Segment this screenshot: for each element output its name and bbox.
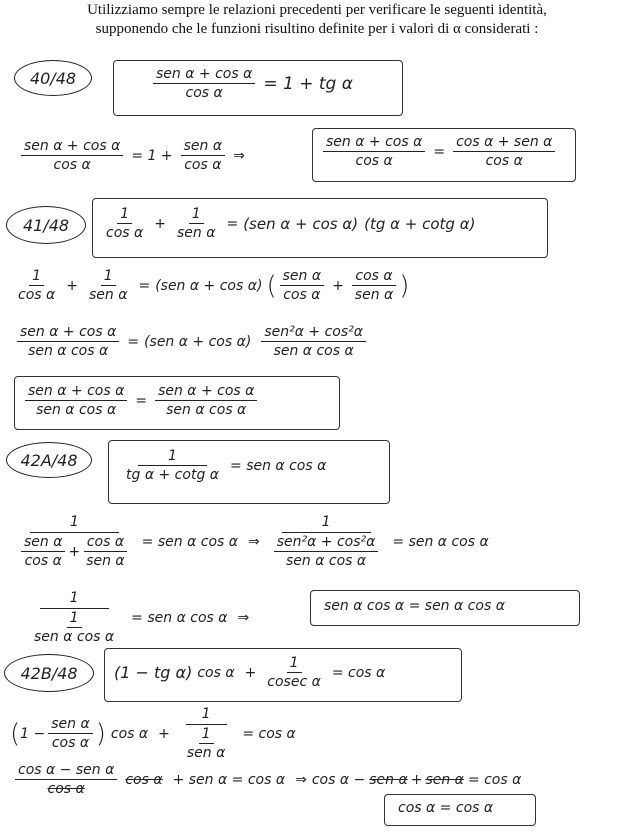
rhs: = 1 + tg α bbox=[263, 73, 353, 94]
equals: = bbox=[226, 215, 239, 232]
fraction bbox=[25, 383, 127, 418]
denominator: sen α bbox=[176, 225, 216, 241]
implies-arrow: ⇒ bbox=[233, 147, 245, 164]
rhs: = sen α cos α bbox=[392, 533, 489, 550]
plus: + bbox=[410, 771, 423, 788]
identity-40 bbox=[150, 66, 358, 101]
numerator: 1 bbox=[138, 448, 207, 466]
fraction bbox=[264, 655, 324, 690]
rhs: = sen α cos α bbox=[230, 457, 327, 474]
cos-term: cos α bbox=[197, 664, 235, 681]
numerator: 1 bbox=[30, 514, 119, 533]
denominator: cos α bbox=[24, 553, 62, 569]
fraction bbox=[31, 610, 117, 645]
denominator: tg α + cotg α bbox=[126, 467, 220, 483]
open-paren: ( bbox=[10, 718, 21, 749]
denominator: cos α bbox=[51, 735, 90, 751]
denominator: sen α bbox=[186, 745, 226, 761]
denominator: cos α bbox=[18, 287, 56, 303]
rhs: = cos α bbox=[242, 725, 296, 742]
fraction bbox=[123, 448, 222, 483]
rhs: = sen α cos α bbox=[131, 609, 228, 626]
denominator: sen α cos α bbox=[273, 343, 354, 359]
equals: = bbox=[127, 333, 140, 350]
denominator: sen α cos α bbox=[36, 402, 117, 418]
denominator: cos α bbox=[47, 781, 85, 797]
numerator: sen²α + cos²α bbox=[261, 324, 366, 342]
numerator: sen α bbox=[181, 138, 225, 156]
factor: (sen α + cos α) bbox=[243, 214, 359, 233]
denominator bbox=[268, 533, 385, 569]
denominator: sen α cos α bbox=[34, 629, 115, 645]
numerator: 1 bbox=[287, 655, 302, 673]
fraction bbox=[261, 324, 366, 359]
complex-fraction bbox=[268, 514, 385, 569]
numerator: 1 bbox=[189, 206, 204, 224]
numerator: sen α bbox=[280, 268, 324, 286]
numerator: sen α + cos α bbox=[17, 324, 119, 342]
complex-fraction bbox=[25, 590, 123, 645]
rhs: = cos α bbox=[331, 664, 386, 681]
step-42a-1 bbox=[12, 514, 494, 569]
factor: (sen α + cos α) bbox=[144, 333, 252, 350]
implies-arrow: ⇒ bbox=[237, 609, 250, 626]
fraction bbox=[83, 534, 127, 569]
fraction bbox=[15, 762, 117, 797]
denominator bbox=[178, 725, 234, 761]
close-paren: ) bbox=[95, 718, 106, 749]
denominator: sen α cos α bbox=[166, 402, 247, 418]
complex-fraction bbox=[178, 706, 234, 761]
numerator: sen α + cos α bbox=[155, 383, 257, 401]
numerator: sen²α + cos²α bbox=[274, 534, 379, 552]
numerator: 1 bbox=[199, 726, 214, 744]
fraction bbox=[21, 534, 65, 569]
denominator: cos α bbox=[185, 85, 223, 101]
denominator: cosec α bbox=[267, 674, 321, 690]
denominator: cos α bbox=[106, 225, 144, 241]
fraction bbox=[174, 206, 218, 241]
denominator bbox=[25, 609, 123, 645]
fraction bbox=[274, 534, 379, 569]
numerator: cos α bbox=[84, 534, 127, 552]
step-42b-2 bbox=[12, 762, 521, 797]
numerator: cos α + sen α bbox=[453, 134, 555, 152]
step-40-1 bbox=[18, 138, 250, 173]
denominator: sen α bbox=[354, 287, 394, 303]
operator: = 1 + bbox=[131, 147, 173, 164]
numerator: cos α − sen α bbox=[15, 762, 117, 780]
fraction bbox=[280, 268, 324, 303]
numerator: 1 bbox=[282, 514, 371, 533]
rhs: + sen α = cos α bbox=[172, 771, 286, 788]
fraction bbox=[103, 206, 146, 241]
fraction bbox=[153, 66, 255, 101]
result-42a: sen α cos α = sen α cos α bbox=[324, 598, 505, 614]
exercise-number-40: 40/48 bbox=[14, 60, 92, 96]
numerator: 1 bbox=[117, 206, 132, 224]
identity-41 bbox=[100, 206, 475, 241]
fraction bbox=[17, 324, 119, 359]
denominator bbox=[15, 533, 134, 569]
numerator: 1 bbox=[67, 610, 82, 628]
equals: = bbox=[138, 277, 151, 294]
numerator: cos α bbox=[352, 268, 395, 286]
result-41 bbox=[22, 383, 260, 418]
numerator: sen α + cos α bbox=[25, 383, 127, 401]
cancelled-term: sen α bbox=[425, 771, 464, 788]
numerator: 1 bbox=[101, 268, 116, 286]
equals: = bbox=[433, 143, 446, 160]
identity-42b bbox=[114, 655, 390, 690]
numerator: sen α + cos α bbox=[153, 66, 255, 84]
factor: (sen α + cos α) bbox=[155, 277, 263, 294]
fraction bbox=[15, 268, 58, 303]
exercise-number-42a: 42A/48 bbox=[6, 442, 92, 478]
rhs: = cos α bbox=[467, 771, 522, 788]
fraction bbox=[323, 134, 425, 169]
identity-42a bbox=[120, 448, 331, 483]
close-paren: ) bbox=[399, 270, 410, 301]
denominator: cos α bbox=[355, 153, 393, 169]
plus: + bbox=[332, 277, 344, 294]
rhs: = sen α cos α bbox=[141, 533, 238, 550]
numerator: 1 bbox=[186, 706, 227, 725]
implies-arrow: ⇒ bbox=[248, 533, 260, 550]
plus: + bbox=[68, 543, 81, 560]
fraction bbox=[181, 138, 225, 173]
numerator: sen α + cos α bbox=[21, 138, 123, 156]
numerator: sen α + cos α bbox=[323, 134, 425, 152]
fraction bbox=[184, 726, 228, 761]
plus: + bbox=[158, 725, 170, 742]
fraction bbox=[21, 138, 123, 173]
result-40 bbox=[320, 134, 558, 169]
plus: + bbox=[244, 664, 257, 681]
denominator: sen α cos α bbox=[28, 343, 109, 359]
factor: (tg α + cotg α) bbox=[364, 214, 476, 233]
denominator: sen α cos α bbox=[285, 553, 367, 569]
fraction bbox=[86, 268, 130, 303]
fraction bbox=[155, 383, 257, 418]
step-42a-2 bbox=[22, 590, 254, 645]
numerator: 1 bbox=[29, 268, 44, 286]
denominator: sen α bbox=[88, 287, 128, 303]
exercise-number-41: 41/48 bbox=[6, 206, 86, 244]
denominator: cos α bbox=[184, 157, 222, 173]
term: 1 − bbox=[20, 725, 46, 742]
header-line-2: supponendo che le funzioni risultino definite per i valori di α considerati : bbox=[95, 21, 539, 37]
fraction bbox=[352, 268, 396, 303]
step-41-2 bbox=[14, 324, 369, 359]
result-42b: cos α = cos α bbox=[398, 800, 494, 816]
step-42b-1 bbox=[10, 706, 301, 761]
plus: + bbox=[154, 215, 166, 232]
numerator: sen α bbox=[21, 534, 65, 552]
fraction bbox=[48, 716, 92, 751]
numerator: 1 bbox=[40, 590, 109, 609]
fraction bbox=[453, 134, 555, 169]
cancelled-term: sen α bbox=[369, 771, 408, 788]
open-paren: ( bbox=[266, 270, 277, 301]
denominator: sen α bbox=[86, 553, 125, 569]
denominator: cos α bbox=[485, 153, 523, 169]
cos-term: cos α bbox=[125, 771, 163, 788]
complex-fraction bbox=[15, 514, 134, 569]
equals: = bbox=[135, 392, 148, 409]
implies-arrow: ⇒ bbox=[295, 771, 307, 788]
factor: (1 − tg α) bbox=[114, 663, 193, 682]
cos-term: cos α bbox=[110, 725, 149, 742]
plus: + bbox=[66, 277, 78, 294]
exercise-number-42b: 42B/48 bbox=[4, 654, 94, 692]
step-41-1 bbox=[12, 268, 409, 303]
denominator: cos α bbox=[53, 157, 91, 173]
denominator: cos α bbox=[283, 287, 321, 303]
numerator: sen α bbox=[48, 716, 92, 734]
term: cos α − bbox=[311, 771, 366, 788]
header-line-1: Utilizziamo sempre le relazioni precedenti per verificare le seguenti identità, bbox=[87, 2, 547, 18]
